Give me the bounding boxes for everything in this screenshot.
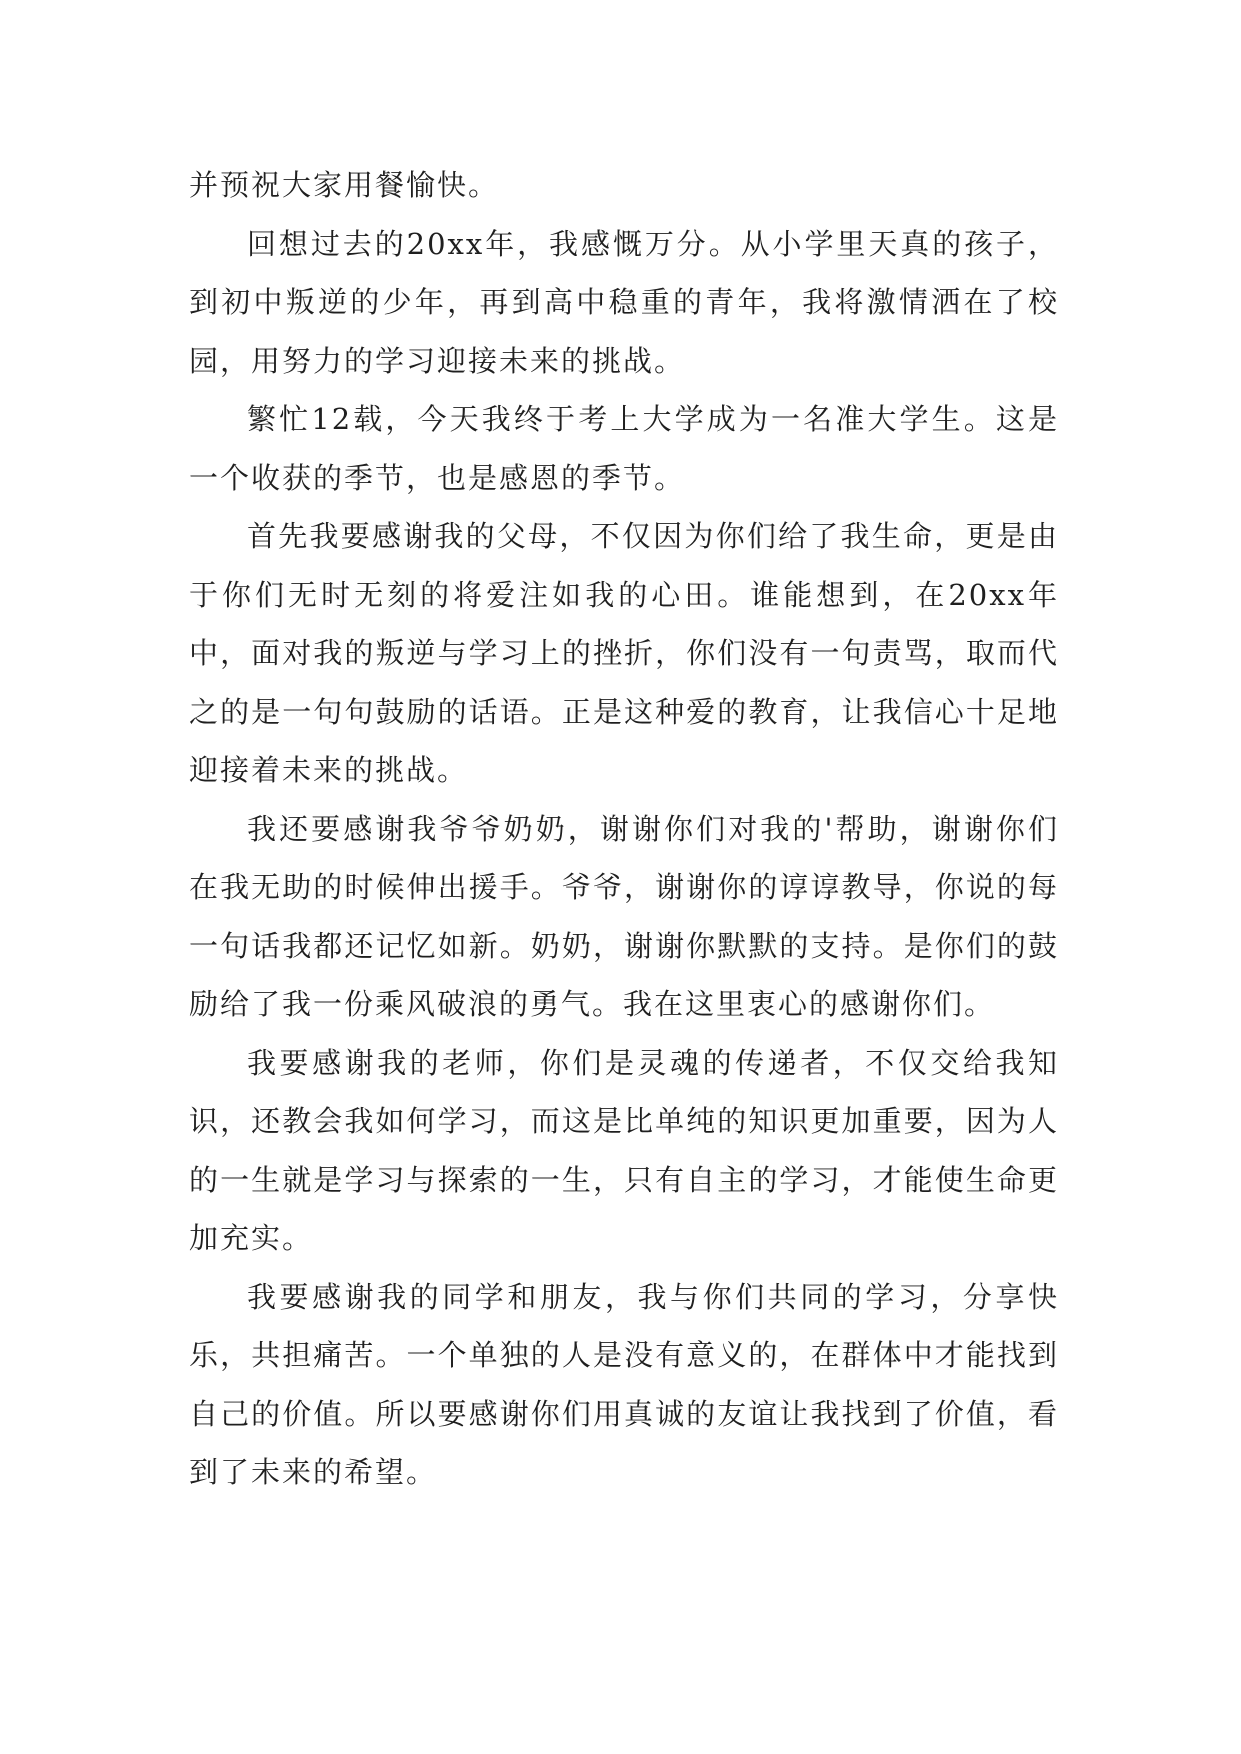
paragraph-thanks-teachers: 我要感谢我的老师，你们是灵魂的传递者，不仅交给我知识，还教会我如何学习，而这是比单纯的知识更加重要，因为人的一生就是学习与探索的一生，只有自主的学习，才能使生命更加充实。 — [189, 1045, 1059, 1255]
paragraph-thanks-grandparents: 我还要感谢我爷爷奶奶，谢谢你们对我的'帮助，谢谢你们在我无助的时候伸出援手。爷爷，谢谢你的谆谆教导，你说的每一句话我都还记忆如新。奶奶，谢谢你默默的支持。是你们的鼓励给了我一份乘风破浪的勇气。我在这里衷心的感谢你们。 — [189, 811, 1059, 1021]
paragraph-continuation: 并预祝大家用餐愉快。 — [189, 168, 500, 202]
document-body — [189, 156, 1059, 1502]
paragraph-thanks-friends: 我要感谢我的同学和朋友，我与你们共同的学习，分享快乐，共担痛苦。一个单独的人是没有意义的，在群体中才能找到自己的价值。所以要感谢你们用真诚的友谊让我找到了价值，看到了未来的希望。 — [189, 1279, 1059, 1489]
paragraph-thanks-parents: 首先我要感谢我的父母，不仅因为你们给了我生命，更是由于你们无时无刻的将爱注如我的心田。谁能想到，在20xx年中，面对我的叛逆与学习上的挫折，你们没有一句责骂，取而代之的是一句句鼓励的话语。正是这种爱的教育，让我信心十足地迎接着未来的挑战。 — [189, 519, 1059, 787]
paragraph-admission: 繁忙12载，今天我终于考上大学成为一名准大学生。这是一个收获的季节，也是感恩的季节。 — [189, 402, 1059, 495]
paragraph-recollection: 回想过去的20xx年，我感慨万分。从小学里天真的孩子，到初中叛逆的少年，再到高中稳重的青年，我将激情洒在了校园，用努力的学习迎接未来的挑战。 — [189, 226, 1059, 378]
